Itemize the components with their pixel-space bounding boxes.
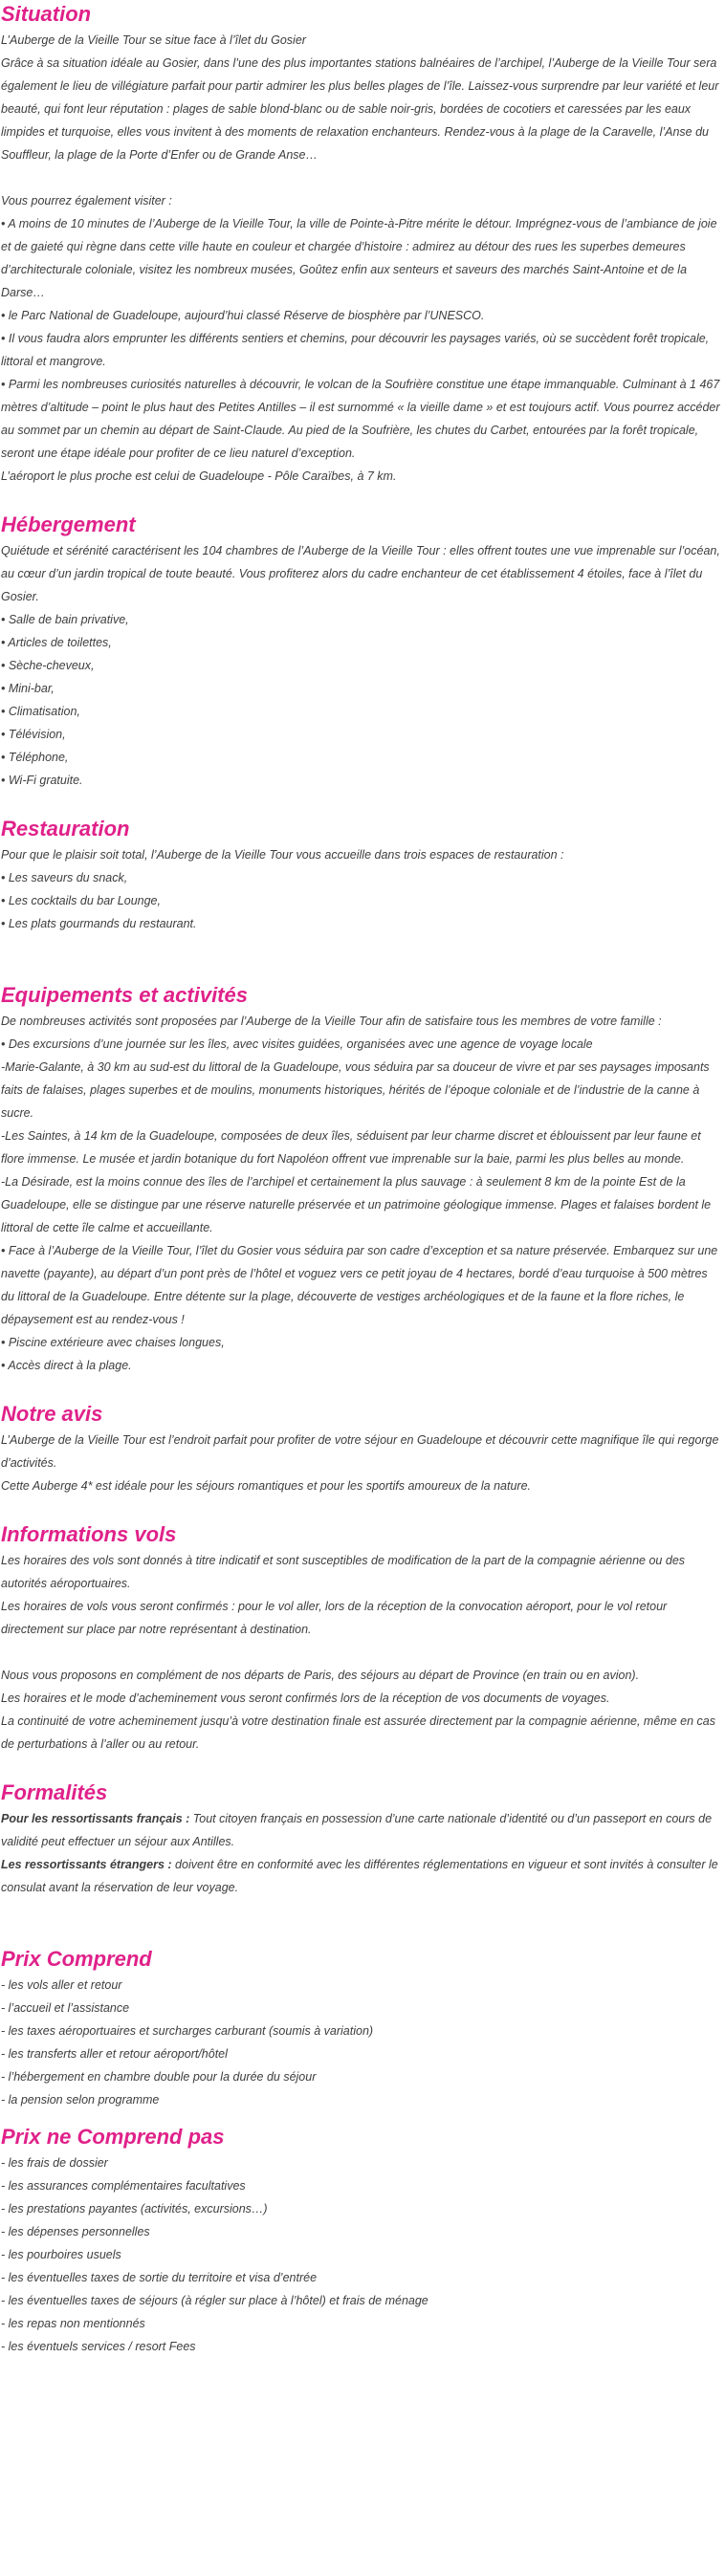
text-line: -La Désirade, est la moins connue des îles de l’archipel et certainement la plus sauvage : à seulement 8 km de la pointe Est de la Guadeloupe, elle se distingue par une réserve naturelle préservée et un patrimoine géologique immense. Plages et falaises bordent le littoral de cette île calme et accueillante. — [1, 1175, 712, 1234]
text-line: Les horaires et le mode d’acheminement vous seront confirmés lors de la réception de vos documents de voyages. — [1, 1692, 610, 1705]
list-item: - la pension selon programme — [1, 2093, 160, 2107]
list-item: - les prestations payantes (activités, excursions…) — [1, 2202, 268, 2216]
text-line: L’Auberge de la Vieille Tour se situe face à l’îlet du Gosier — [1, 33, 306, 47]
list-item: - les frais de dossier — [1, 2156, 108, 2170]
formalites-etrangers-text: doivent être en conformité avec les différentes réglementations en vigueur et sont invités à consulter le consulat avant la réservation de leur voyage. — [1, 1858, 718, 1894]
list-item: • Articles de toilettes, — [1, 636, 112, 649]
list-item: - les éventuelles taxes de sortie du territoire et visa d’entrée — [1, 2271, 318, 2284]
restauration-list — [1, 866, 722, 935]
text-line: • Des excursions d’une journée sur les îles, avec visites guidées, organisées avec une agence de voyage locale — [1, 1037, 593, 1051]
prix-comprend-list — [1, 1974, 722, 2111]
section-title-restauration: Restauration — [1, 817, 130, 840]
vols-section — [1, 1520, 722, 1756]
text-line: • Parmi les nombreuses curiosités naturelles à découvrir, le volcan de la Soufrière constitue une étape immanquable. Culminant à 1 467 mètres d’altitude – point le plus haut des Petites Antilles – il est surnommé « la vieille dame » et est toujours actif. Vous pourrez accéder au sommet par un chemin au départ de Saint-Claude. Au pied de la Soufrière, les chutes du Carbet, entourées par la forêt tropicale, seront une étape idéale pour profiter de ce lieu naturel d’exception. — [1, 378, 720, 460]
hebergement-intro: Quiétude et sérénité caractérisent les 104 chambres de l’Auberge de la Vieille Tour : elles offrent toutes une vue imprenable sur l’océan, au cœur d’un jardin tropical de toute beauté. Vous profiterez alors du cadre enchanteur de cet établissement 4 étoiles, face à l’îlet du Gosier. — [1, 544, 720, 603]
text-line: -Les Saintes, à 14 km de la Guadeloupe, composées de deux îles, séduisent par leur charme discret et éblouissent par leur faune et flore immense. Le musée et jardin botanique du fort Napoléon offrent vue imprenable sur la baie, parmi les plus belles au monde. — [1, 1129, 701, 1166]
list-item: • Les plats gourmands du restaurant. — [1, 917, 197, 930]
list-item: - les vols aller et retour — [1, 1978, 122, 1992]
section-title-formalites: Formalités — [1, 1780, 108, 1804]
formalites-section — [1, 1779, 722, 1899]
formalites-etrangers — [1, 1853, 722, 1899]
list-item: • Télévision, — [1, 728, 66, 741]
prix-comprend-section — [1, 1945, 722, 2111]
list-item: - les assurances complémentaires facultatives — [1, 2179, 246, 2193]
text-line: L’Auberge de la Vieille Tour est l’endroit parfait pour profiter de votre séjour en Guadeloupe et découvrir cette magnifique île qui regorge d’activités. — [1, 1433, 719, 1470]
text-line: Les horaires de vols vous seront confirmés : pour le vol aller, lors de la réception de la convocation aéroport, pour le vol retour directement sur place par notre représentant à destination. — [1, 1600, 668, 1636]
text-line: -Marie-Galante, à 30 km au sud-est du littoral de la Guadeloupe, vous séduira par sa douceur de vivre et par ses paysages imposants faits de falaises, plages superbes et de moulins, monuments historiques, hérités de l’époque coloniale et de l’industrie de la canne à sucre. — [1, 1060, 710, 1120]
section-title-situation: Situation — [1, 2, 92, 26]
list-item: • Sèche-cheveux, — [1, 659, 95, 672]
prix-ne-comprend-section — [1, 2123, 722, 2358]
vols-paragraph-1 — [1, 1549, 722, 1641]
list-item: - les repas non mentionnés — [1, 2317, 145, 2330]
prix-ne-comprend-list — [1, 2151, 722, 2358]
list-item: - l’accueil et l’assistance — [1, 2001, 130, 2015]
situation-visit-paragraph — [1, 189, 722, 488]
text-line: Vous pourrez également visiter : — [1, 194, 172, 207]
section-title-hebergement: Hébergement — [1, 513, 136, 536]
list-item: • Wi-Fi gratuite. — [1, 774, 83, 787]
situation-section — [1, 0, 722, 488]
list-item: - les dépenses personnelles — [1, 2225, 150, 2238]
list-item: - l’hébergement en chambre double pour la durée du séjour — [1, 2070, 317, 2084]
list-item: • Climatisation, — [1, 705, 80, 718]
hebergement-list — [1, 608, 722, 792]
restauration-section — [1, 815, 722, 935]
avis-section — [1, 1400, 722, 1497]
situation-paragraph — [1, 29, 722, 166]
list-item: • Accès direct à la plage. — [1, 1359, 132, 1372]
text-line: Cette Auberge 4* est idéale pour les séjours romantiques et pour les sportifs amoureux de la nature. — [1, 1479, 532, 1493]
section-title-prix-ne-comprend: Prix ne Comprend pas — [1, 2125, 225, 2149]
avis-body — [1, 1429, 722, 1497]
list-item: • Piscine extérieure avec chaises longues, — [1, 1336, 225, 1349]
hebergement-section — [1, 511, 722, 792]
list-item: • Mini-bar, — [1, 682, 55, 695]
text-line: • Face à l’Auberge de la Vieille Tour, l’îlet du Gosier vous séduira par son cadre d’exception et sa nature préservée. Embarquez sur une navette (payante), au départ d’un pont près de l’hôtel et voguez vers ce petit joyau de 4 hectares, bordé d’eau turquoise à 500 mètres du littoral de la Guadeloupe. Entre détente sur la plage, découverte de vestiges archéologiques et de la faune et la flore riches, le dépaysement est au rendez-vous ! — [1, 1244, 718, 1326]
list-item: - les éventuelles taxes de séjours (à régler sur place à l’hôtel) et frais de ménage — [1, 2294, 428, 2307]
list-item: - les éventuels services / resort Fees — [1, 2340, 196, 2353]
list-item: • Les cocktails du bar Lounge, — [1, 894, 161, 907]
list-item: - les taxes aéroportuaires et surcharges carburant (soumis à variation) — [1, 2024, 374, 2038]
formalites-francais-label: Pour les ressortissants français : — [1, 1812, 190, 1825]
formalites-francais — [1, 1807, 722, 1853]
list-item: • Les saveurs du snack, — [1, 871, 128, 884]
list-item: - les pourboires usuels — [1, 2248, 121, 2261]
text-line: • A moins de 10 minutes de l’Auberge de la Vieille Tour, la ville de Pointe-à-Pitre mérite le détour. Imprégnez-vous de l’ambiance de joie et de gaieté qui règne dans cette ville haute en couleur et chargée d’histoire : admirez au détour des rues les superbes demeures d’architecturale coloniale, visitez les nombreux musées, Goûtez enfin aux senteurs et saveurs des marchés Saint-Antoine et de la Darse… — [1, 217, 717, 299]
list-item: - les transferts aller et retour aéroport/hôtel — [1, 2047, 228, 2061]
vols-paragraph-2 — [1, 1664, 722, 1756]
list-item: • Salle de bain privative, — [1, 613, 129, 626]
formalites-francais-text: Tout citoyen français en possession d’une carte nationale d’identité ou d’un passeport en cours de validité peut effectuer un séjour aux Antilles. — [1, 1812, 713, 1848]
section-title-equipements: Equipements et activités — [1, 983, 248, 1007]
list-item: • Téléphone, — [1, 751, 69, 764]
text-line: Les horaires des vols sont donnés à titre indicatif et sont susceptibles de modification de la part de la compagnie aérienne ou des autorités aéroportuaires. — [1, 1554, 686, 1590]
section-title-avis: Notre avis — [1, 1402, 103, 1426]
equipements-body — [1, 1010, 722, 1377]
text-line: L’aéroport le plus proche est celui de Guadeloupe - Pôle Caraïbes, à 7 km. — [1, 469, 397, 483]
formalites-etrangers-label: Les ressortissants étrangers : — [1, 1858, 172, 1871]
text-line: La continuité de votre acheminement jusqu’à votre destination finale est assurée directement par la compagnie aérienne, même en cas de perturbations à l’aller ou au retour. — [1, 1714, 715, 1751]
text-line: Nous vous proposons en complément de nos départs de Paris, des séjours au départ de Province (en train ou en avion). — [1, 1669, 640, 1682]
text-line: • le Parc National de Guadeloupe, aujourd’hui classé Réserve de biosphère par l’UNESCO. — [1, 309, 485, 322]
text-line: De nombreuses activités sont proposées par l’Auberge de la Vieille Tour afin de satisfaire tous les membres de votre famille : — [1, 1015, 662, 1028]
text-line: Grâce à sa situation idéale au Gosier, dans l’une des plus importantes stations balnéaires de l’archipel, l’Auberge de la Vieille Tour sera également le lieu de villégiature parfait pour partir admirer les plus belles plages de l’île. Laissez-vous surprendre par leur variété et leur beauté, qui font leur réputation : plages de sable blond-blanc ou de sable noir-gris, bordées de cocotiers et caressées par les eaux limpides et turquoise, elles vous invitent à des moments de relaxation enchanteurs. Rendez-vous à la plage de la Caravelle, l’Anse du Souffleur, la plage de la Porte d’Enfer ou de Grande Anse… — [1, 56, 719, 162]
text-line: • Il vous faudra alors emprunter les différents sentiers et chemins, pour découvrir les paysages variés, où se succèdent forêt tropicale, littoral et mangrove. — [1, 332, 710, 368]
restauration-intro: Pour que le plaisir soit total, l’Auberge de la Vieille Tour vous accueille dans trois espaces de restauration : — [1, 848, 564, 862]
section-title-prix-comprend: Prix Comprend — [1, 1947, 152, 1971]
section-title-vols: Informations vols — [1, 1522, 177, 1546]
equipements-section — [1, 981, 722, 1377]
